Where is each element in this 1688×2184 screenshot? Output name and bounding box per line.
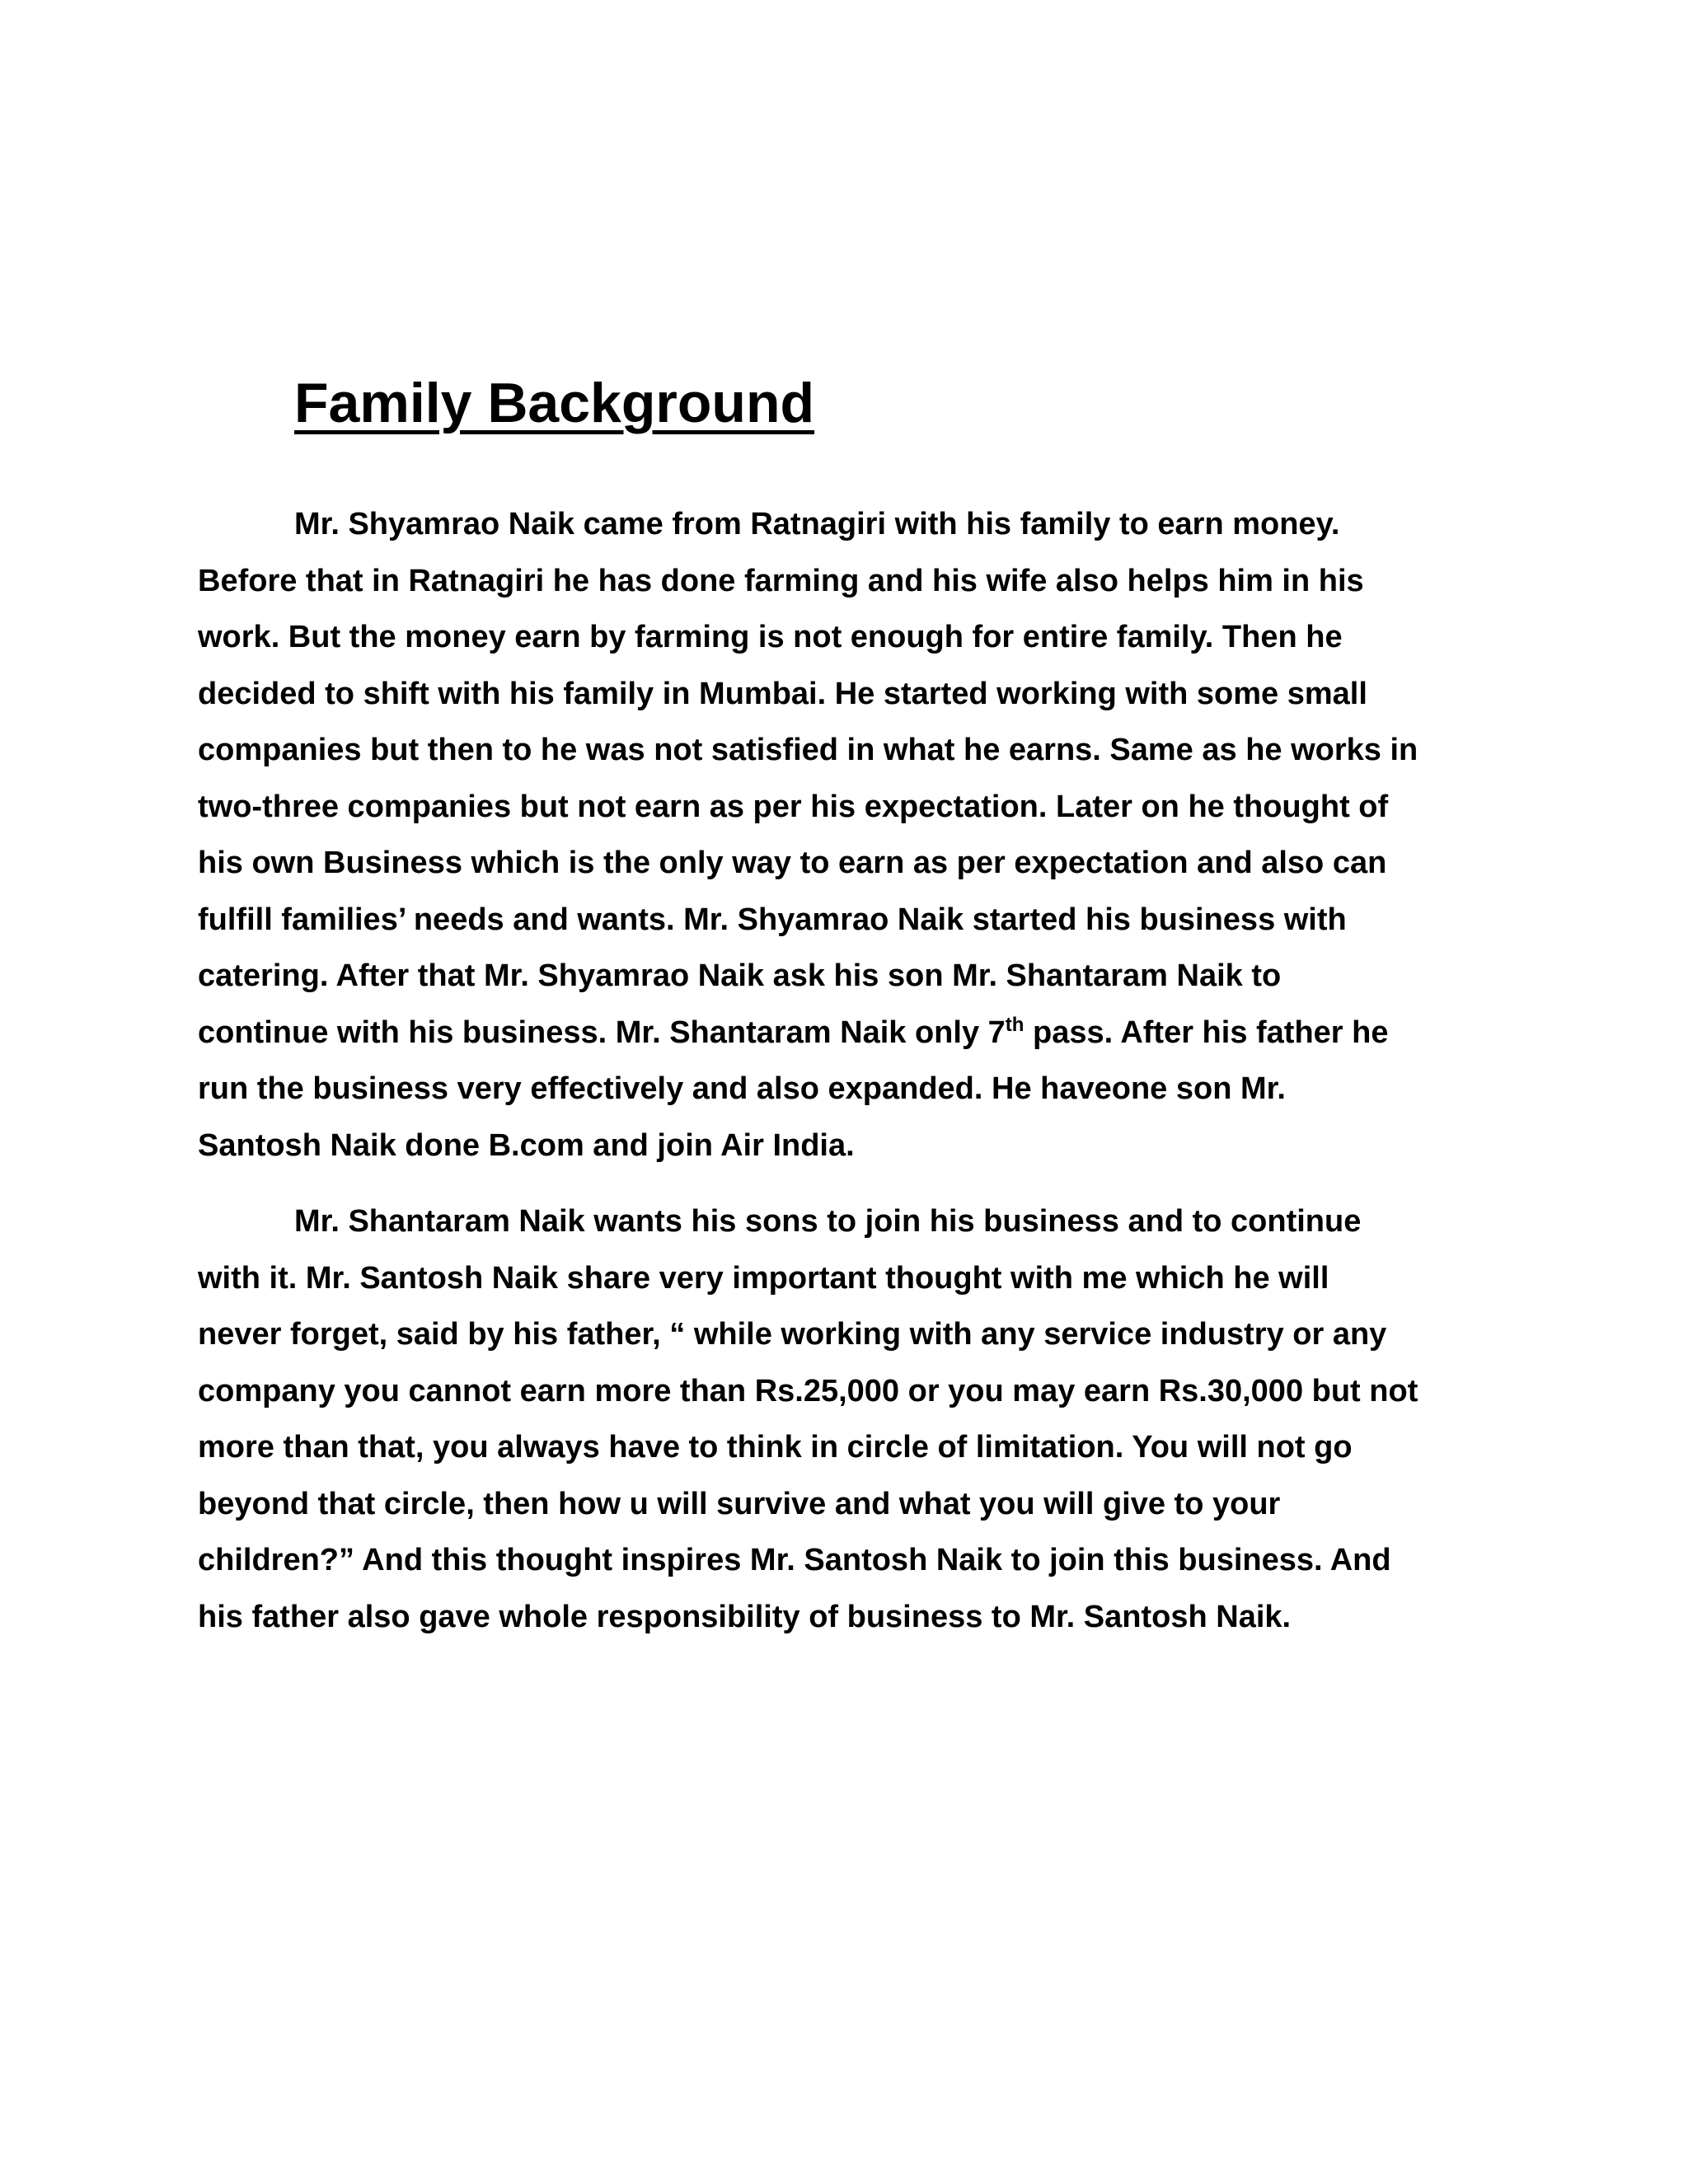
paragraph-line: run the business very effectively and also expanded. He haveone son Mr.: [198, 1071, 1286, 1106]
paragraph-line: company you cannot earn more than Rs.25,000 or you may earn Rs.30,000 but not: [198, 1373, 1418, 1408]
paragraph-line: Before that in Ratnagiri he has done farming and his wife also helps him in his: [198, 563, 1364, 598]
paragraph-line: more than that, you always have to think in circle of limitation. You will not go: [198, 1430, 1353, 1465]
paragraph-line: fulfill families’ needs and wants. Mr. Shyamrao Naik started his business with: [198, 902, 1347, 937]
paragraph-line: work. But the money earn by farming is not enough for entire family. Then he: [198, 620, 1343, 654]
paragraph-line: companies but then to he was not satisfied in what he earns. Same as he works in: [198, 733, 1418, 767]
paragraph-line: with it. Mr. Santosh Naik share very important thought with me which he will: [198, 1260, 1329, 1296]
paragraph-line: children?” And this thought inspires Mr. Santosh Naik to join this business. And: [198, 1543, 1391, 1577]
paragraph-line: his own Business which is the only way to earn as per expectation and also can: [198, 846, 1387, 880]
page-title: Family Background: [294, 372, 815, 434]
paragraph-line: [198, 1005, 1533, 1062]
paragraph-line: Mr. Shyamrao Naik came from Ratnagiri with his family to earn money.: [294, 507, 1340, 541]
line-text: continue with his business. Mr. Shantaram Naik only 7: [198, 1015, 1006, 1050]
paragraph-line: his father also gave whole responsibility of business to Mr. Santosh Naik.: [198, 1599, 1292, 1634]
paragraph-line: never forget, said by his father, “ while working with any service industry or any: [198, 1317, 1387, 1352]
paragraph-line: Mr. Shantaram Naik wants his sons to join his business and to continue: [294, 1204, 1362, 1239]
paragraph-line: two-three companies but not earn as per his expectation. Later on he thought of: [198, 789, 1389, 824]
paragraph-line: decided to shift with his family in Mumbai. He started working with some small: [198, 676, 1367, 711]
paragraph-2: [198, 1193, 1533, 1645]
paragraph-line: catering. After that Mr. Shyamrao Naik ask his son Mr. Shantaram Naik to: [198, 958, 1282, 993]
paragraph-line: beyond that circle, then how u will survive and what you will give to your: [198, 1486, 1281, 1521]
paragraph-line: Santosh Naik done B.com and join Air India.: [198, 1127, 855, 1163]
superscript-ordinal: th: [1005, 1013, 1025, 1036]
line-text: pass. After his father he: [1024, 1015, 1389, 1050]
paragraph-1: [198, 496, 1533, 1174]
